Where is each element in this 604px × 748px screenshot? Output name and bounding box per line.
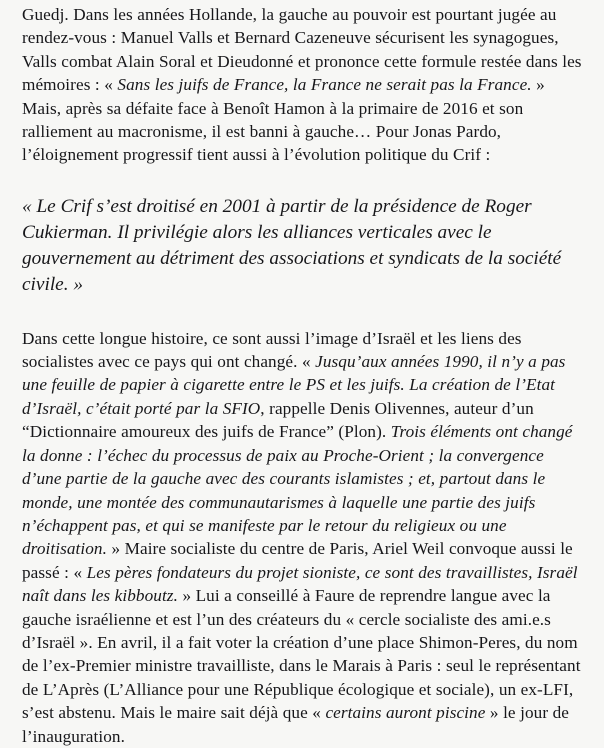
quoted-phrase: certains auront piscine bbox=[325, 703, 486, 723]
quoted-phrase: Jusqu’aux années 1990, il n’y a pas une feuille de papier à cigarette entre le PS et les juifs. La création de l’Etat d’Israël, c’était porté par la SFIO bbox=[22, 352, 566, 418]
quoted-phrase: Les pères fondateurs du projet sioniste, ce sont des travaillistes, Israël naît dans les kibboutz. bbox=[22, 562, 578, 606]
paragraph-2 bbox=[22, 327, 583, 748]
text-run: Guedj. Dans les années Hollande, la gauche au pouvoir est pourtant jugée au rendez-vous : Manuel Valls et Bernard Cazeneuve sécurisent les synagogues, Valls combat Alain Soral et Dieudonné et prononce cette formule restée dans les mémoires : « bbox=[22, 5, 582, 95]
text-run: » Mais, après sa défaite face à Benoît Hamon à la primaire de 2016 et son ralliement au macronisme, il est banni à gauche… Pour Jonas Pardo, l’éloignement progressif tient aussi à l’évolution politique du Crif : bbox=[22, 75, 545, 165]
quoted-phrase: Trois éléments ont changé la donne : l’échec du processus de paix au Proche-Orient ; la convergence d’une partie de la gauche avec des courants islamistes ; et, partout dans le monde, une montée des communautarismes à laquelle une partie des juifs n’échappent pas, et qui se manifeste par le retour du religieux ou une droitisation. bbox=[22, 422, 573, 559]
pull-quote: « Le Crif s’est droitisé en 2001 à partir de la présidence de Roger Cukierman. Il privilégie alors les alliances verticales avec le gouvernement au détriment des associations et syndicats de la société civile. » bbox=[22, 195, 562, 296]
paragraph-1 bbox=[22, 0, 583, 167]
text-run: » le jour de l’inauguration. bbox=[22, 703, 570, 746]
text-run: Dans cette longue histoire, ce sont aussi l’image d’Israël et les liens des socialistes avec ce pays qui ont changé. « bbox=[22, 328, 522, 372]
quoted-phrase: Sans les juifs de France, la France ne serait pas la France. bbox=[117, 75, 532, 95]
text-run: , rappelle Denis Olivennes, auteur d’un “Dictionnaire amoureux des juifs de France” (Plon). bbox=[22, 398, 534, 442]
text-run: » Lui a conseillé à Faure de reprendre langue avec la gauche israélienne et est l’un des créateurs du « cercle socialiste des ami.e.s d’Israël ». En avril, il a fait voter la création d’une place Shimon-Peres, du nom de l’ex-Premier ministre travailliste, dans le Marais à Paris : seul le représentant de L’Après (L’Alliance pour une République écologique et sociale), un ex-LFI, s’est abstenu. Mais le maire sait déjà que « bbox=[22, 586, 581, 723]
text-run: » Maire socialiste du centre de Paris, Ariel Weil convoque aussi le passé : « bbox=[22, 539, 573, 582]
